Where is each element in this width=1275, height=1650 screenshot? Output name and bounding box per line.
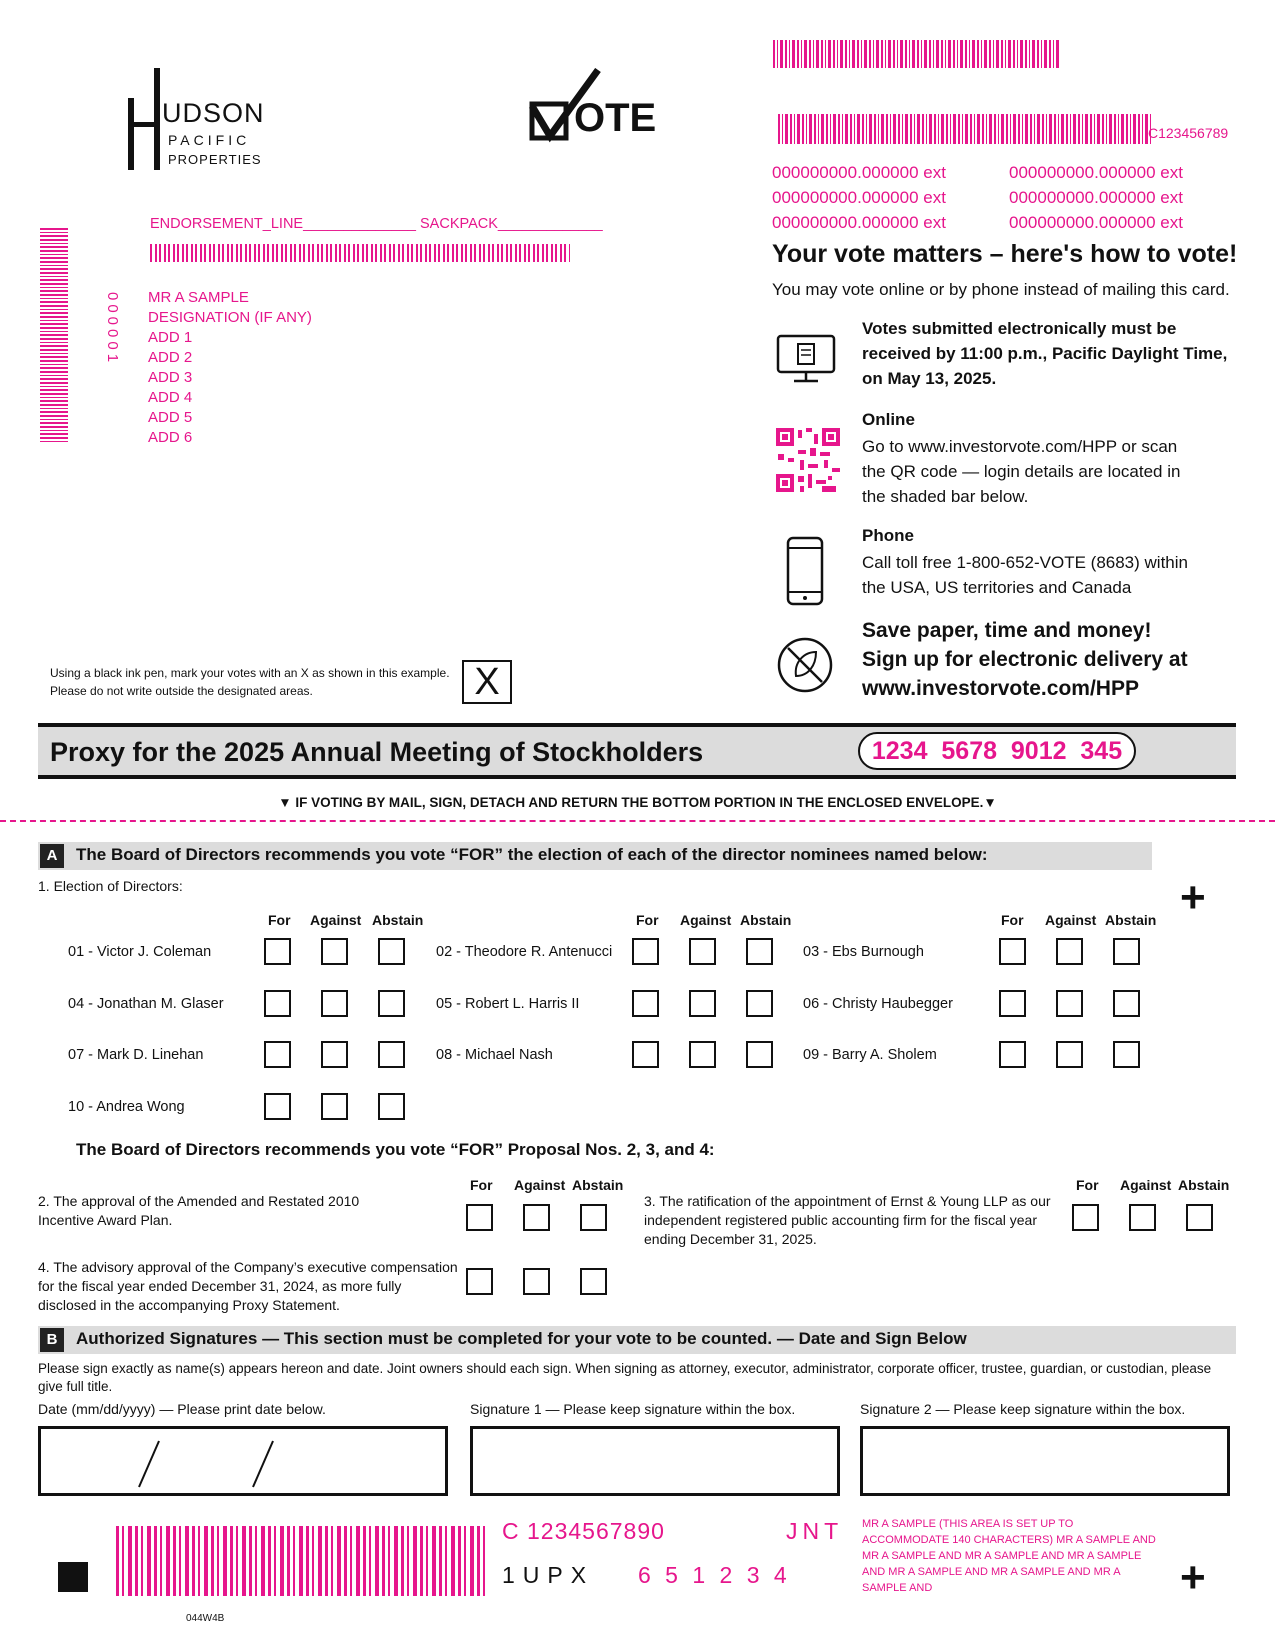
proposal-3-abstain[interactable] xyxy=(1186,1204,1213,1231)
section-a-title: The Board of Directors recommends you vote “FOR” the election of each of the director nominees named below: xyxy=(76,845,988,864)
proxy-title-bar xyxy=(38,723,1236,779)
logo-bar-right xyxy=(154,68,160,170)
example-x-box: X xyxy=(462,660,512,704)
col-against: Against xyxy=(514,1177,566,1193)
col-abstain: Abstain xyxy=(1178,1177,1230,1193)
vote-checkbox-for[interactable] xyxy=(632,1041,659,1068)
vote-checkbox-against[interactable] xyxy=(321,1041,348,1068)
footer-code-3: 1UPX xyxy=(502,1562,595,1588)
ext-line: 000000000.000000 ext xyxy=(1009,188,1183,207)
vote-heading: Your vote matters – here's how to vote! xyxy=(772,240,1238,268)
address-line: DESIGNATION (IF ANY) xyxy=(148,309,312,326)
section-b-title: Authorized Signatures — This section must be completed for your vote to be counted. — Date and Sign Below xyxy=(76,1329,967,1348)
address-line: ADD 2 xyxy=(148,349,193,366)
vote-checkbox-against[interactable] xyxy=(689,1041,716,1068)
vote-checkbox-abstain[interactable] xyxy=(378,938,405,965)
proxy-title: Proxy for the 2025 Annual Meeting of Stockholders xyxy=(50,737,704,767)
address-line: ADD 3 xyxy=(148,369,193,386)
control-number: C123456789 xyxy=(1148,125,1229,141)
vote-checkbox-abstain[interactable] xyxy=(746,990,773,1017)
vote-checkbox-abstain[interactable] xyxy=(378,990,405,1017)
col-against: Against xyxy=(1045,912,1097,928)
logo-bar-left xyxy=(128,98,134,170)
proposal-3-against[interactable] xyxy=(1129,1204,1156,1231)
vote-logo-text: OTE xyxy=(574,96,657,140)
proposal-2-abstain[interactable] xyxy=(580,1204,607,1231)
address-line: ADD 6 xyxy=(148,429,193,446)
logo-word-udson: UDSON xyxy=(162,98,265,128)
address-line: ADD 1 xyxy=(148,329,193,346)
footer-code-4: 6 5 1 2 3 4 xyxy=(638,1562,791,1588)
col-abstain: Abstain xyxy=(1105,912,1157,928)
vote-checkbox-for[interactable] xyxy=(264,1041,291,1068)
vote-checkbox-abstain[interactable] xyxy=(746,938,773,965)
vote-checkbox-against[interactable] xyxy=(1056,1041,1083,1068)
address-line: ADD 5 xyxy=(148,409,193,426)
plus-mark-bottom: + xyxy=(1180,1553,1206,1602)
top-barcode-1 xyxy=(773,40,1061,68)
top-barcode-2 xyxy=(778,114,1151,144)
footer-barcode xyxy=(116,1526,486,1596)
online-title: Online xyxy=(862,410,915,429)
form-code: 044W4B xyxy=(186,1613,225,1624)
vote-checkbox-for[interactable] xyxy=(264,990,291,1017)
logo-word-properties: PROPERTIES xyxy=(168,152,262,167)
proposal-2-against[interactable] xyxy=(523,1204,550,1231)
footer-code-1: C 1234567890 xyxy=(502,1518,665,1544)
date-slash-icon xyxy=(131,1439,331,1489)
footer-code-2: JNT xyxy=(786,1518,844,1544)
phone-icon xyxy=(786,536,824,606)
vote-checkbox-abstain[interactable] xyxy=(378,1041,405,1068)
vote-checkbox-abstain[interactable] xyxy=(1113,990,1140,1017)
ext-line: 000000000.000000 ext xyxy=(772,163,946,182)
vote-checkbox-against[interactable] xyxy=(321,1093,348,1120)
proposals-title: The Board of Directors recommends you vote “FOR” Proposal Nos. 2, 3, and 4: xyxy=(76,1140,715,1159)
col-for: For xyxy=(1076,1177,1099,1193)
proposal-3-for[interactable] xyxy=(1072,1204,1099,1231)
election-label: 1. Election of Directors: xyxy=(38,878,183,894)
vote-checkbox-against[interactable] xyxy=(689,990,716,1017)
vote-logo xyxy=(528,68,657,148)
ext-line: 000000000.000000 ext xyxy=(1009,213,1183,232)
detach-instruction: ▼ IF VOTING BY MAIL, SIGN, DETACH AND RETURN THE BOTTOM PORTION IN THE ENCLOSED ENVELOPE.▼ xyxy=(278,795,997,810)
nominee-name: 01 - Victor J. Coleman xyxy=(68,944,212,960)
vote-checkbox-for[interactable] xyxy=(632,938,659,965)
proposal-3: 3. The ratification of the appointment of Ernst & Young LLP as our independent registered public accounting firm for the fiscal year ending December 31, 2025. xyxy=(644,1193,1051,1247)
registration-square xyxy=(58,1562,88,1592)
endorsement-line: ENDORSEMENT_LINE______________ SACKPACK_____________ xyxy=(150,216,603,232)
signature-instructions: Please sign exactly as name(s) appears hereon and date. Joint owners should each sign. When signing as attorney, executor, administrator, corporate officer, trustee, guardian, or custodian, please give full title. xyxy=(38,1361,1212,1394)
signature-1-box[interactable] xyxy=(470,1426,840,1496)
nominee-name: 04 - Jonathan M. Glaser xyxy=(68,996,224,1012)
deadline-text: Votes submitted electronically must be received by 11:00 p.m., Pacific Daylight Time, on May 13, 2025. xyxy=(862,319,1228,388)
col-against: Against xyxy=(680,912,732,928)
vote-checkbox-against[interactable] xyxy=(689,938,716,965)
vote-checkbox-for[interactable] xyxy=(264,1093,291,1120)
footer-sample-text: MR A SAMPLE (THIS AREA IS SET UP TO ACCOMMODATE 140 CHARACTERS) MR A SAMPLE AND MR A SAMPLE AND MR A SAMPLE AND MR A SAMPLE AND MR A SAMPLE AND MR A SAMPLE AND MR A SAMPLE AND xyxy=(862,1518,1156,1594)
postal-barcode xyxy=(150,244,570,262)
vote-checkbox-for[interactable] xyxy=(264,938,291,965)
col-abstain: Abstain xyxy=(372,912,424,928)
proposal-4-for[interactable] xyxy=(466,1268,493,1295)
section-a-letter: A xyxy=(40,844,64,868)
proposal-2: 2. The approval of the Amended and Restated 2010 Incentive Award Plan. xyxy=(38,1193,360,1228)
col-for: For xyxy=(268,912,291,928)
section-a-header xyxy=(38,842,1152,870)
proposal-4-abstain[interactable] xyxy=(580,1268,607,1295)
col-abstain: Abstain xyxy=(572,1177,624,1193)
vote-checkbox-against[interactable] xyxy=(321,990,348,1017)
no-paper-leaf-icon xyxy=(776,636,834,694)
plus-mark-top: + xyxy=(1180,873,1206,922)
perforation-line xyxy=(0,820,1275,822)
phone-text: Call toll free 1-800-652-VOTE (8683) within the USA, US territories and Canada xyxy=(862,553,1188,597)
nominee-name: 03 - Ebs Burnough xyxy=(803,944,924,960)
ext-line: 000000000.000000 ext xyxy=(1009,163,1183,182)
address-line: MR A SAMPLE xyxy=(148,289,249,306)
vote-checkbox-abstain[interactable] xyxy=(378,1093,405,1120)
col-against: Against xyxy=(310,912,362,928)
nominee-name: 09 - Barry A. Sholem xyxy=(803,1047,937,1063)
vote-checkbox-abstain[interactable] xyxy=(746,1041,773,1068)
nominee-name: 05 - Robert L. Harris II xyxy=(436,996,580,1012)
instruction-line-1: Using a black ink pen, mark your votes with an X as shown in this example. xyxy=(50,666,450,680)
vote-checkbox-abstain[interactable] xyxy=(1113,938,1140,965)
proxy-code-pill: 1234 5678 9012 345 xyxy=(858,732,1136,770)
vote-checkbox-abstain[interactable] xyxy=(1113,1041,1140,1068)
nominee-name: 10 - Andrea Wong xyxy=(68,1099,185,1115)
qr-code-icon[interactable] xyxy=(776,428,840,492)
vote-checkbox-for[interactable] xyxy=(999,1041,1026,1068)
section-b-header xyxy=(38,1326,1236,1354)
col-for: For xyxy=(470,1177,493,1193)
logo-bar-cross xyxy=(128,122,160,127)
col-abstain: Abstain xyxy=(740,912,792,928)
nominee-name: 06 - Christy Haubegger xyxy=(803,996,953,1012)
logo-word-pacific: PACIFIC xyxy=(168,132,251,148)
ext-line: 000000000.000000 ext xyxy=(772,188,946,207)
instruction-line-2: Please do not write outside the designated areas. xyxy=(50,684,313,698)
proposal-4-against[interactable] xyxy=(523,1268,550,1295)
nominee-name: 07 - Mark D. Linehan xyxy=(68,1047,204,1063)
address-block xyxy=(148,288,312,448)
vote-checkbox-for[interactable] xyxy=(999,938,1026,965)
sig2-label: Signature 2 — Please keep signature within the box. xyxy=(860,1401,1186,1417)
date-input-box[interactable] xyxy=(38,1426,448,1496)
online-text: Go to www.investorvote.com/HPP or scan the QR code — login details are located in the shaded bar below. xyxy=(862,437,1181,506)
col-against: Against xyxy=(1120,1177,1172,1193)
sig1-label: Signature 1 — Please keep signature within the box. xyxy=(470,1401,796,1417)
proposal-4: 4. The advisory approval of the Company’s executive compensation for the fiscal year ended December 31, 2024, as more fully disclosed in the accompanying Proxy Statement. xyxy=(38,1259,458,1313)
vote-checkbox-for[interactable] xyxy=(999,990,1026,1017)
address-code: 000001 xyxy=(104,292,121,367)
signature-2-box[interactable] xyxy=(860,1426,1230,1496)
vote-checkbox-for[interactable] xyxy=(632,990,659,1017)
company-logo xyxy=(128,68,268,178)
vote-checkbox-against[interactable] xyxy=(321,938,348,965)
nominee-name: 02 - Theodore R. Antenucci xyxy=(436,944,613,960)
vote-checkbox-against[interactable] xyxy=(1056,938,1083,965)
phone-title: Phone xyxy=(862,526,914,545)
vote-checkbox-against[interactable] xyxy=(1056,990,1083,1017)
proposal-2-for[interactable] xyxy=(466,1204,493,1231)
col-for: For xyxy=(1001,912,1024,928)
vote-subheading: You may vote online or by phone instead of mailing this card. xyxy=(772,280,1230,299)
nominee-name: 08 - Michael Nash xyxy=(436,1047,553,1063)
computer-monitor-icon xyxy=(776,334,836,384)
vertical-barcode xyxy=(40,228,68,442)
ext-line: 000000000.000000 ext xyxy=(772,213,946,232)
col-for: For xyxy=(636,912,659,928)
section-b-letter: B xyxy=(40,1328,64,1352)
save-paper-text: Save paper, time and money! Sign up for electronic delivery at www.investorvote.com/HPP xyxy=(862,619,1188,700)
address-line: ADD 4 xyxy=(148,389,193,406)
date-label: Date (mm/dd/yyyy) — Please print date below. xyxy=(38,1401,326,1417)
